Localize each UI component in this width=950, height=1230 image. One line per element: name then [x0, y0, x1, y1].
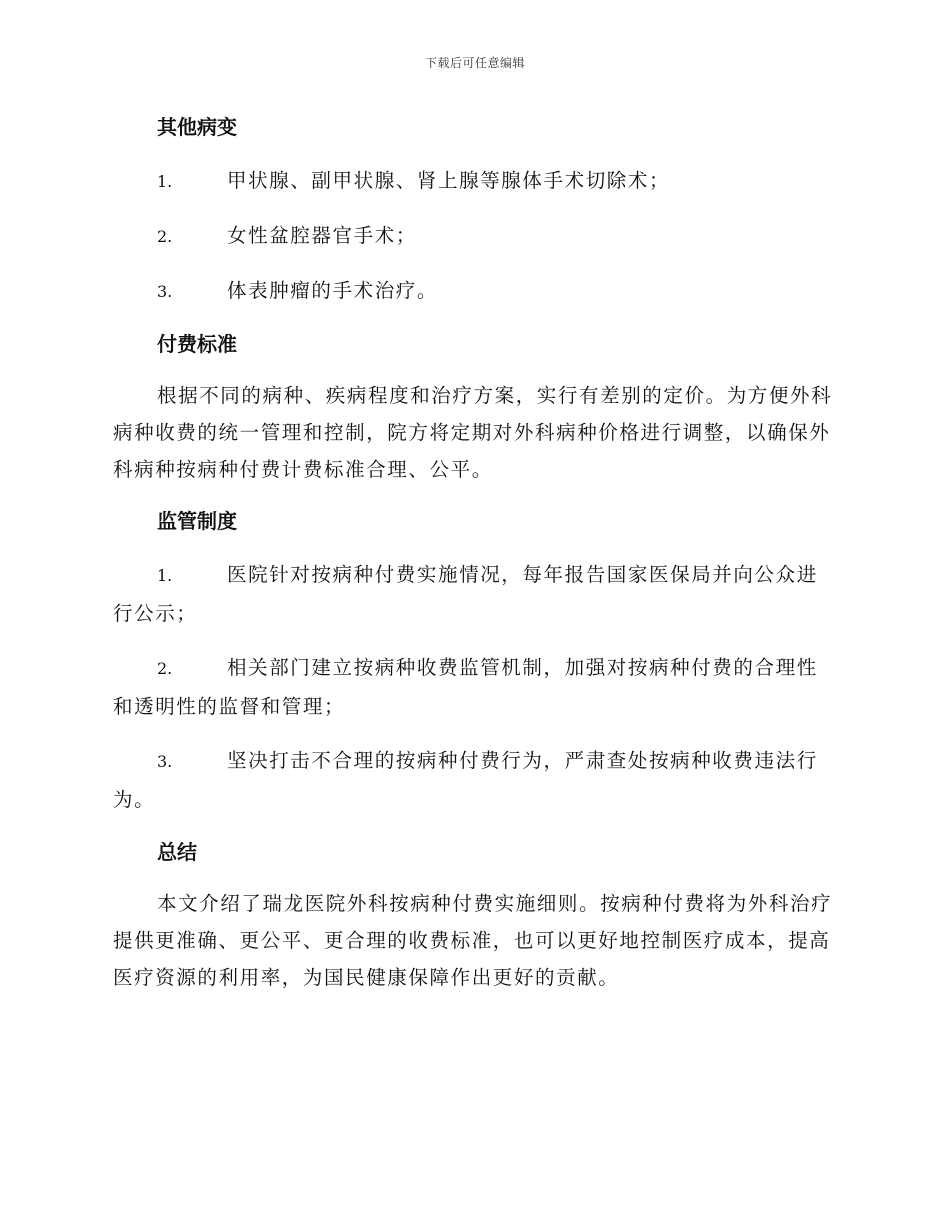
section-supervision: [113, 502, 833, 819]
list-text: 坚决打击不合理的按病种付费行为，严肃查处按病种收费违法行为。: [113, 749, 818, 811]
list-text: 体表肿瘤的手术治疗。: [227, 279, 439, 302]
list-item: [113, 162, 833, 201]
section-other-lesions: [113, 108, 833, 311]
list-number: 3.: [157, 752, 173, 771]
list-item: [113, 272, 833, 311]
list-number: 1.: [157, 172, 173, 191]
section-summary: [113, 833, 833, 996]
section-title: 总结: [157, 840, 197, 864]
section-title: 付费标准: [157, 332, 237, 356]
page-header: 下载后可任意编辑: [424, 56, 525, 70]
section-title: 其他病变: [157, 115, 237, 139]
document-body: [113, 108, 833, 996]
list-text: 相关部门建立按病种收费监管机制，加强对按病种付费的合理性和透明性的监督和管理；: [113, 656, 818, 718]
list-item: [113, 742, 833, 819]
list-item: [113, 217, 833, 256]
list-text: 甲状腺、副甲状腺、肾上腺等腺体手术切除术；: [227, 169, 671, 192]
list-number: 2.: [157, 659, 173, 678]
list-item: [113, 556, 833, 633]
list-text: 医院针对按病种付费实施情况，每年报告国家医保局并向公众进行公示；: [113, 563, 818, 625]
list-item: [113, 649, 833, 726]
list-number: 3.: [157, 282, 173, 301]
list-text: 女性盆腔器官手术；: [227, 224, 417, 247]
section-payment-standard: [113, 325, 833, 488]
section-title: 监管制度: [157, 509, 237, 533]
list-number: 2.: [157, 227, 173, 246]
section-paragraph: 本文介绍了瑞龙医院外科按病种付费实施细则。按病种付费将为外科治疗提供更准确、更公平、更合理的收费标准，也可以更好地控制医疗成本，提高医疗资源的利用率，为国民健康保障作出更好的贡献。: [113, 892, 833, 989]
list-number: 1.: [157, 566, 173, 585]
section-paragraph: 根据不同的病种、疾病程度和治疗方案，实行有差别的定价。为方便外科病种收费的统一管理和控制，院方将定期对外科病种价格进行调整，以确保外科病种按病种付费计费标准合理、公平。: [113, 384, 833, 481]
